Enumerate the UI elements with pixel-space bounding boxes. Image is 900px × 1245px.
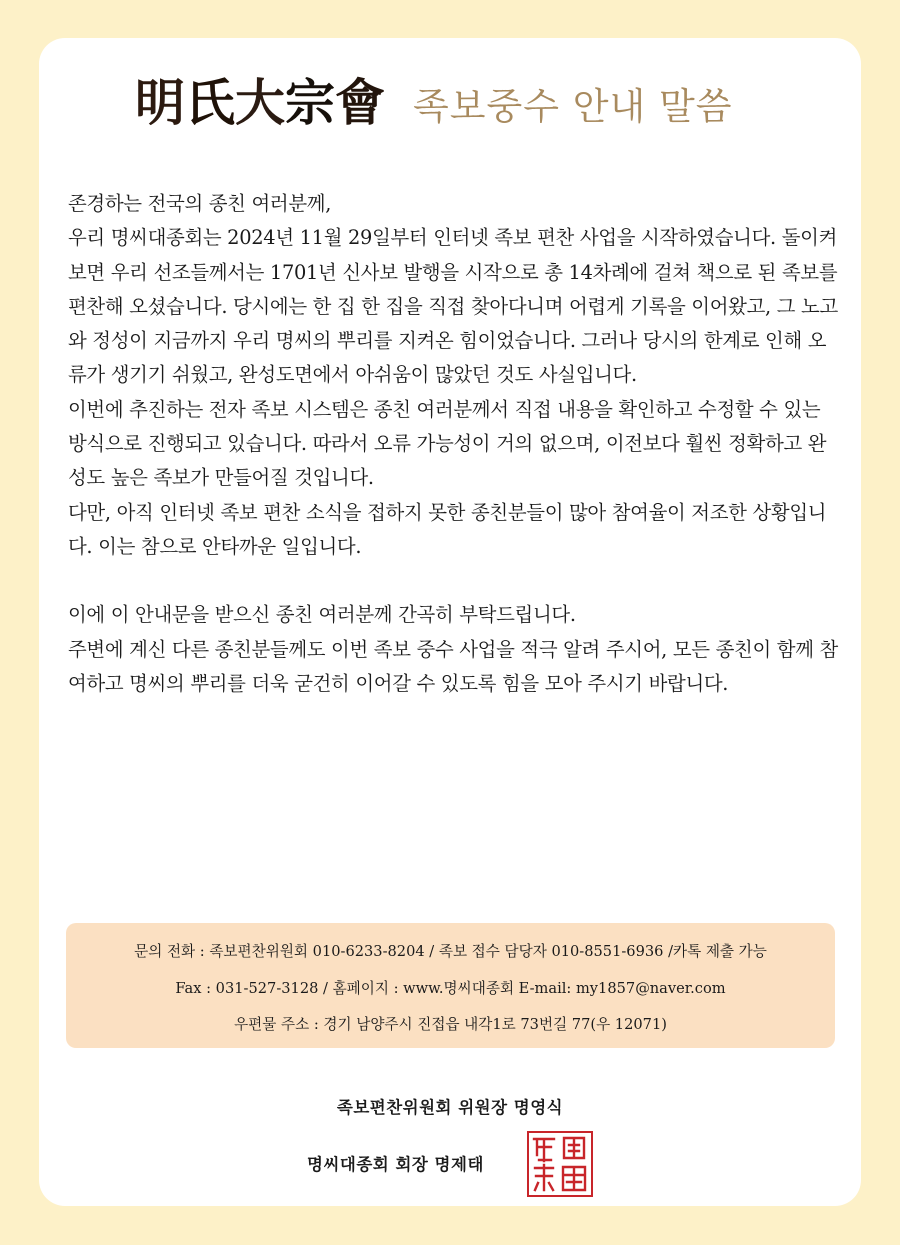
red-seal-stamp-icon: [527, 1131, 593, 1197]
letter-header: [95, 70, 815, 136]
committee-signature: 족보편찬위원회 위원장 명영식: [336, 1098, 564, 1117]
logo-char-2: 氏: [185, 74, 233, 132]
contact-address: 우편물 주소 : 경기 남양주시 진접읍 내각1로 73번길 77(우 12071): [234, 1016, 667, 1033]
president-signature: 명씨대종회 회장 명제태: [307, 1155, 484, 1174]
contact-phone: 문의 전화 : 족보편찬위원회 010-6233-8204 / 족보 접수 담당자 010-8551-6936 /카톡 제출 가능: [134, 943, 767, 960]
contact-box: [66, 923, 835, 1048]
logo-char-4: 宗: [285, 74, 333, 132]
paragraph-participation: 다만, 아직 인터넷 족보 편찬 소식을 접하지 못한 종친분들이 많아 참여율이 저조한 상황입니다. 이는 참으로 안타까운 일입니다.: [68, 500, 827, 558]
paragraph-system: 이번에 추진하는 전자 족보 시스템은 종친 여러분께서 직접 내용을 확인하고 수정할 수 있는 방식으로 진행되고 있습니다. 따라서 오류 가능성이 거의 없으며, 이전보다 훨씬 정확하고 완성도 높은 족보가 만들어질 것입니다.: [68, 397, 827, 490]
paragraph-history: 우리 명씨대종회는 2024년 11월 29일부터 인터넷 족보 편찬 사업을 시작하였습니다. 돌이켜보면 우리 선조들께서는 1701년 신사보 발행을 시작으로 총 14차례에 걸쳐 책으로 된 족보를 편찬해 오셨습니다. 당시에는 한 집 한 집을 직접 찾아다니며 어렵게 기록을 이어왔고, 그 노고와 정성이 지금까지 우리 명씨의 뿌리를 지켜온 힘이었습니다. 그러나 당시의 한계로 인해 오류가 생기기 쉬웠고, 완성도면에서 아쉬움이 많았던 것도 사실입니다.: [68, 226, 838, 387]
paragraph-closing: 주변에 계신 다른 종친분들께도 이번 족보 중수 사업을 적극 알려 주시어, 모든 종친이 함께 참여하고 명씨의 뿌리를 더욱 굳건히 이어갈 수 있도록 힘을 모아 주시기 바랍니다.: [68, 637, 838, 695]
logo-char-1: 明: [135, 74, 183, 132]
logo-char-5: 會: [335, 74, 383, 132]
paragraph-request: 이에 이 안내문을 받으신 종친 여러분께 간곡히 부탁드립니다.: [68, 603, 576, 627]
paragraph-spacer: [68, 564, 838, 598]
page-title: 족보중수 안내 말씀: [413, 85, 733, 128]
logo-char-3: 大: [235, 74, 283, 132]
greeting: 존경하는 전국의 종친 여러분께,: [68, 192, 332, 215]
contact-fax-web-email: Fax : 031-527-3128 / 홈페이지 : www.명씨대종회 E-mail: my1857@naver.com: [175, 980, 726, 997]
letter-body: [68, 187, 838, 701]
clan-logo: [135, 75, 383, 131]
